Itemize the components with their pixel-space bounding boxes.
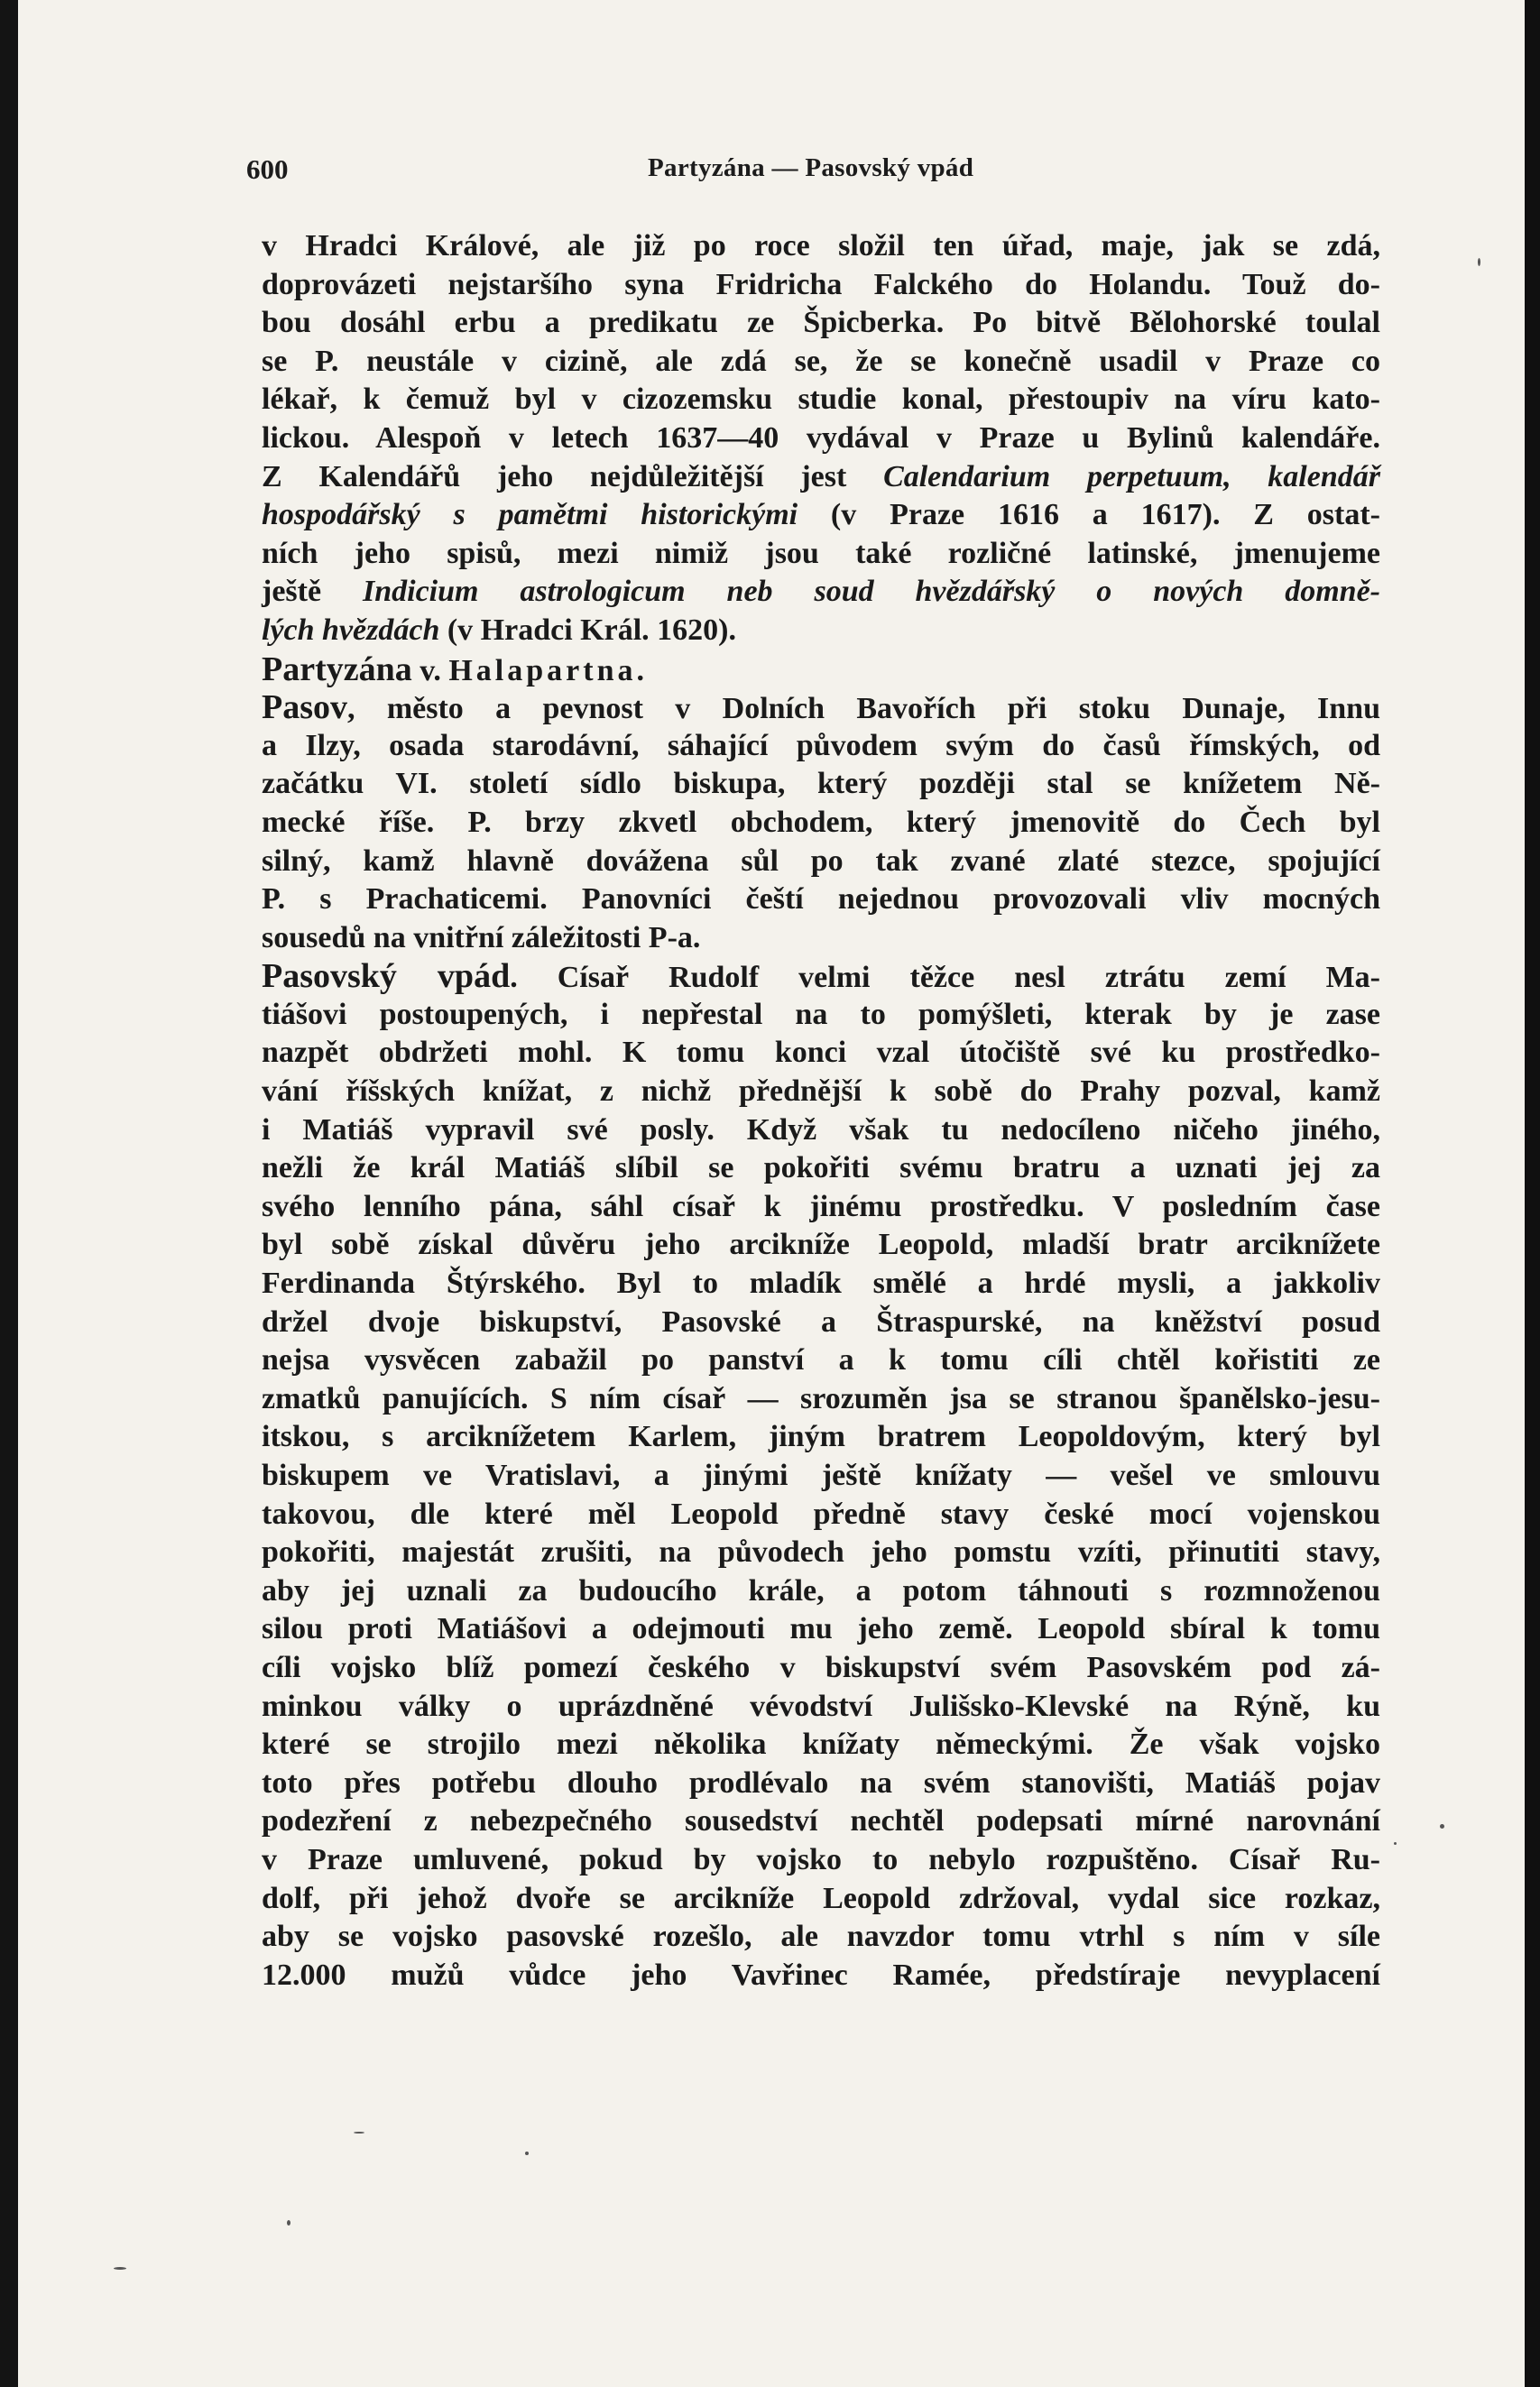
- text-line: lickou. Alespoň v letech 1637—40 vydával v Praze u Bylinů kalendáře.: [262, 420, 1380, 455]
- text-span: .: [636, 653, 644, 687]
- scan-speck: [1440, 1824, 1444, 1829]
- text-line: lékař, k čemuž byl v cizozemsku studie konal, přestoupiv na víru kato-: [262, 382, 1380, 417]
- text-line: [262, 496, 1380, 535]
- text-span: Z Kalendářů jeho nejdůležitější jest: [262, 459, 884, 493]
- text-line: doprovázeti nejstaršího syna Fridricha Falckého do Holandu. Touž do-: [262, 267, 1380, 301]
- text-line: Ferdinanda Štýrského. Byl to mladík smělé a hrdé mysli, a jakkoliv: [262, 1267, 1380, 1301]
- scan-speck: [1478, 258, 1480, 266]
- text-line: nazpět obdržeti mohl. K tomu konci vzal útočiště své ku prostředko-: [262, 1036, 1380, 1070]
- italic-title: Indicium astrologicum neb soud hvězdářský o nových domně-: [362, 575, 1380, 609]
- text-line: silný, kamž hlavně dovážena sůl po tak zvané zlaté stezce, spojující: [262, 843, 1380, 878]
- text-span: . Císař Rudolf velmi těžce nesl ztrátu zemí Ma-: [510, 961, 1380, 995]
- text-line: pokořiti, majestát zrušiti, na původech jeho pomstu vzíti, přinutiti stavy,: [262, 1535, 1380, 1570]
- text-span: (v Hradci Král. 1620).: [439, 613, 736, 647]
- text-line: sousedů na vnitřní záležitosti P-a.: [262, 920, 701, 954]
- text-line: minkou války o uprázdněné vévodství Julišsko-Klevské na Rýně, ku: [262, 1689, 1380, 1723]
- text-line: [262, 458, 1380, 497]
- text-line: mecké říše. P. brzy zkvetl obchodem, který jmenovitě do Čech byl: [262, 805, 1380, 839]
- scan-speck: [354, 2132, 364, 2134]
- text-line: i Matiáš vypravil své posly. Když však tu nedocíleno ničeho jiného,: [262, 1112, 1380, 1147]
- text-line: dolf, při jehož dvoře se arcikníže Leopold zdržoval, vydal sice rozkaz,: [262, 1881, 1380, 1915]
- scan-speck: [114, 2267, 126, 2270]
- text-line: ních jeho spisů, mezi nimiž jsou také rozličné latinské, jmenujeme: [262, 536, 1380, 570]
- text-line: [262, 573, 1380, 612]
- text-span: (v Praze 1616 a 1617). Z ostat-: [798, 498, 1380, 532]
- text-line: držel dvoje biskupství, Pasovské a Štraspurské, na kněžství posud: [262, 1304, 1380, 1339]
- text-line: toto přes potřebu dlouho prodlévalo na svém stanovišti, Matiáš pojav: [262, 1765, 1380, 1800]
- text-line: P. s Prachaticemi. Panovníci čeští nejednou provozovali vliv mocných: [262, 882, 1380, 917]
- entry-headword: Pasovský vpád: [262, 957, 511, 996]
- text-line: které se strojilo mezi několika knížaty německými. Že však vojsko: [262, 1728, 1380, 1762]
- entry-pasovsky-vpad: [262, 957, 1380, 996]
- text-line: cíli vojsko blíž pomezí českého v biskupství svém Pasovském pod zá-: [262, 1650, 1380, 1684]
- text-line: a Ilzy, osada starodávní, sáhající původem svým do časů římských, od: [262, 728, 1380, 762]
- entry-partyzana: [262, 650, 1380, 689]
- entry-headword: Pasov: [262, 688, 347, 727]
- italic-title: hospodářský s pamětmi historickými: [262, 498, 798, 532]
- italic-title: Calendarium perpetuum, kalendář: [883, 459, 1380, 493]
- text-span: v.: [411, 653, 449, 687]
- scan-border-left: [0, 0, 18, 2387]
- text-line: biskupem ve Vratislavi, a jinými ještě knížaty — vešel ve smlouvu: [262, 1459, 1380, 1492]
- italic-title: lých hvězdách: [262, 613, 440, 647]
- text-line: tiášovi postoupených, i nepřestal na to pomýšleti, kterak by je zase: [262, 997, 1380, 1031]
- scan-speck: [287, 2220, 290, 2226]
- text-line: v Praze umluvené, pokud by vojsko to nebylo rozpuštěno. Císař Ru-: [262, 1842, 1380, 1876]
- text-line: takovou, dle které měl Leopold předně stavy české mocí vojenskou: [262, 1497, 1380, 1531]
- text-line: [262, 612, 1380, 650]
- text-line: se P. neustále v cizině, ale zdá se, že se konečně usadil v Praze co: [262, 344, 1380, 378]
- text-line: začátku VI. století sídlo biskupa, který později stal se knížetem Ně-: [262, 767, 1380, 801]
- text-line: byl sobě získal důvěru jeho arcikníže Leopold, mladší bratr arciknížete: [262, 1228, 1380, 1262]
- text-line: itskou, s arciknížetem Karlem, jiným bratrem Leopoldovým, který byl: [262, 1420, 1380, 1454]
- page-number: 600: [246, 153, 289, 185]
- text-line: zmatků panujících. S ním císař — srozuměn jsa se stranou španělsko-jesu-: [262, 1381, 1380, 1415]
- text-span: ještě: [262, 575, 363, 609]
- text-line: bou dosáhl erbu a predikatu ze Špicberka. Po bitvě Bělohorské toulal: [262, 306, 1380, 340]
- scan-speck: [525, 2152, 529, 2155]
- scan-speck: [1394, 1842, 1397, 1845]
- text-line: aby se vojsko pasovské rozešlo, ale navzdor tomu vtrhl s ním v síle: [262, 1920, 1380, 1954]
- entry-pasov: [262, 688, 1380, 727]
- text-line: v Hradci Králové, ale již po roce složil ten úřad, maje, jak se zdá,: [262, 229, 1380, 263]
- text-line: aby jej uznali za budoucího krále, a potom táhnouti s rozmnoženou: [262, 1573, 1380, 1608]
- cross-reference: Halapartna: [448, 653, 637, 687]
- text-body: [262, 227, 1380, 1995]
- scan-border-right: [1525, 0, 1540, 2387]
- text-line: 12.000 mužů vůdce jeho Vavřinec Ramée, předstíraje nevyplacení: [262, 1958, 1380, 1992]
- entry-headword: Partyzána: [262, 650, 412, 688]
- text-line: svého lenního pána, sáhl císař k jinému prostředku. V posledním čase: [262, 1189, 1380, 1223]
- running-title: Partyzána — Pasovský vpád: [648, 153, 974, 182]
- text-line: nejsa vysvěcen zabažil po panství a k tomu cíli chtěl kořistiti ze: [262, 1343, 1380, 1378]
- text-span: , město a pevnost v Dolních Bavořích při stoku Dunaje, Innu: [347, 692, 1380, 726]
- text-line: vání říšských knížat, z nichž přednější k sobě do Prahy pozval, kamž: [262, 1074, 1380, 1109]
- page-header: [246, 153, 1058, 189]
- text-line: silou proti Matiášovi a odejmouti mu jeho země. Leopold sbíral k tomu: [262, 1612, 1380, 1646]
- text-line: podezření z nebezpečného sousedství nechtěl podepsati mírné narovnání: [262, 1804, 1380, 1839]
- text-line: nežli že král Matiáš slíbil se pokořiti svému bratru a uznati jej za: [262, 1151, 1380, 1185]
